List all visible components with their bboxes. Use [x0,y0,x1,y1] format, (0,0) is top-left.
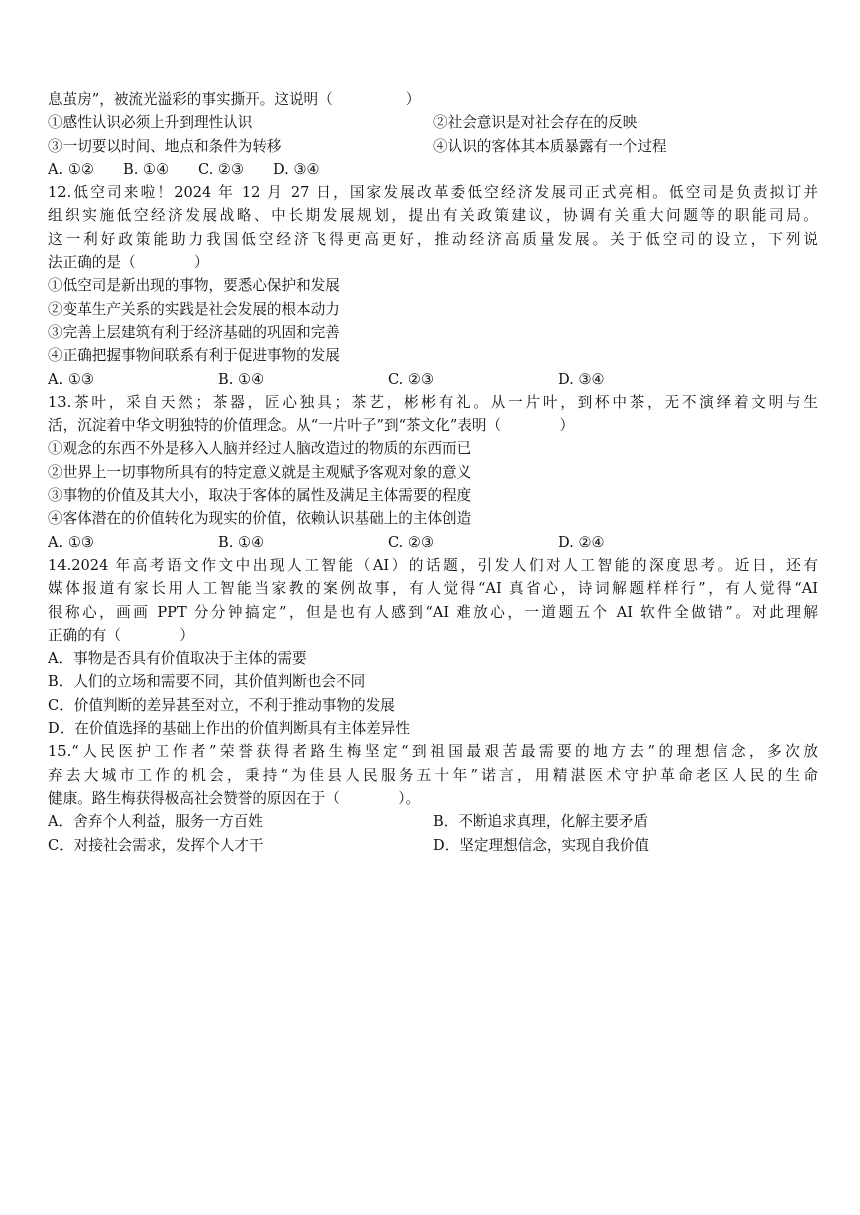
q14-option-c: C．价值判断的差异甚至对立，不利于推动事物的发展 [48,696,395,714]
q12-statement-1: ①低空司是新出现的事物，要悉心保护和发展 [48,277,340,295]
q14-option-b: B．人们的立场和需要不同，其价值判断也会不同 [48,673,366,691]
q12-statement-4: ④正确把握事物间联系有利于促进事物的发展 [48,347,340,365]
q15-option-d: D．坚定理想信念，实现自我价值 [433,836,650,854]
q11-option-b: B. ①④ [123,160,170,178]
q12-stem-line: 法正确的是（ ） [48,254,209,272]
q14-stem-line: 很称心，画画 PPT 分分钟搞定”，但是也有人感到“AI 难放心，一道题五个 AI 软件全做错”。对此理解 [48,603,818,621]
q13-option-a: A. ①③ [48,533,94,551]
q15-stem-line: 弃去大城市工作的机会，秉持“为佳县人民服务五十年”诺言，用精湛医术守护革命老区人民的生命 [48,766,818,784]
q11-statement-4: ④认识的客体其本质暴露有一个过程 [433,137,667,155]
q12-option-b: B. ①④ [218,370,265,388]
q13-option-b: B. ①④ [218,533,265,551]
q12-stem-line: 组织实施低空经济发展战略、中长期发展规划，提出有关政策建议，协调有关重大问题等的职能司局。 [48,207,818,225]
exam-page [48,88,818,857]
q15-option-a: A．舍弃个人利益，服务一方百姓 [48,813,263,831]
q11-statement-3: ③一切要以时间、地点和条件为转移 [48,137,282,155]
q11-stem: 息茧房”，被流光溢彩的事实撕开。这说明（ ） [48,91,421,108]
q12-option-c: C. ②③ [388,370,435,388]
q11-option-c: C. ②③ [198,160,245,178]
q14-stem-line: 媒体报道有家长用人工智能当家教的案例故事，有人觉得“AI 真省心，诗词解题样样行”，有人觉得“AI [48,580,818,598]
q11-statement-2: ②社会意识是对社会存在的反映 [433,114,638,132]
q12-statement-2: ②变革生产关系的实践是社会发展的根本动力 [48,300,340,318]
q11-statement-row [48,111,818,134]
q11-option-a: A. ①② [48,160,94,178]
q12-option-d: D. ③④ [558,370,605,388]
q14-stem-line: 14.2024 年高考语文作文中出现人工智能（AI）的话题，引发人们对人工智能的深度思考。近日，还有 [48,556,818,574]
q13-stem-line: 活，沉淀着中华文明独特的价值理念。从“一片叶子”到“茶文化”表明（ ） [48,417,575,435]
q12-stem-line: 这一利好政策能助力我国低空经济飞得更高更好，推动经济高质量发展。关于低空司的设立，下列说 [48,230,818,248]
q14-stem-line: 正确的有（ ） [48,626,194,644]
q13-stem-line: 13.茶叶，采自天然；茶器，匠心独具；茶艺，彬彬有礼。从一片叶，到杯中茶，无不演绎着文明与生 [48,393,818,411]
q13-option-d: D. ②④ [558,533,605,551]
q13-statement-3: ③事物的价值及其大小，取决于客体的属性及满足主体需要的程度 [48,487,472,505]
q13-statement-4: ④客体潜在的价值转化为现实的价值，依赖认识基础上的主体创造 [48,510,472,528]
q12-stem-line: 12.低空司来啦！2024 年 12 月 27 日，国家发展改革委低空经济发展司正式亮相。低空司是负责拟订并 [48,184,818,202]
q11-option-d: D. ③④ [273,160,320,178]
q15-option-b: B．不断追求真理，化解主要矛盾 [433,813,649,831]
q14-option-d: D．在价值选择的基础上作出的价值判断具有主体差异性 [48,720,410,738]
q12-option-a: A. ①③ [48,370,94,388]
q12-options [48,368,818,391]
q12-statement-3: ③完善上层建筑有利于经济基础的巩固和完善 [48,323,340,341]
q15-stem-line: 15.“人民医护工作者”荣誉获得者路生梅坚定“到祖国最艰苦最需要的地方去”的理想信念，多次放 [48,743,818,761]
q13-options [48,531,818,554]
q15-options-row [48,834,818,857]
q15-stem-line: 健康。路生梅获得极高社会赞誉的原因在于（ ）。 [48,789,421,807]
q11-statement-1: ①感性认识必须上升到理性认识 [48,114,253,132]
q13-statement-2: ②世界上一切事物所具有的特定意义就是主观赋予客观对象的意义 [48,463,472,481]
q11-options [48,158,818,181]
q15-options-row [48,810,818,833]
q15-option-c: C．对接社会需求，发挥个人才干 [48,836,264,854]
q14-option-a: A．事物是否具有价值取决于主体的需要 [48,650,307,668]
q13-statement-1: ①观念的东西不外是移入人脑并经过人脑改造过的物质的东西而已 [48,440,472,458]
q11-statement-row [48,135,818,158]
q13-option-c: C. ②③ [388,533,435,551]
